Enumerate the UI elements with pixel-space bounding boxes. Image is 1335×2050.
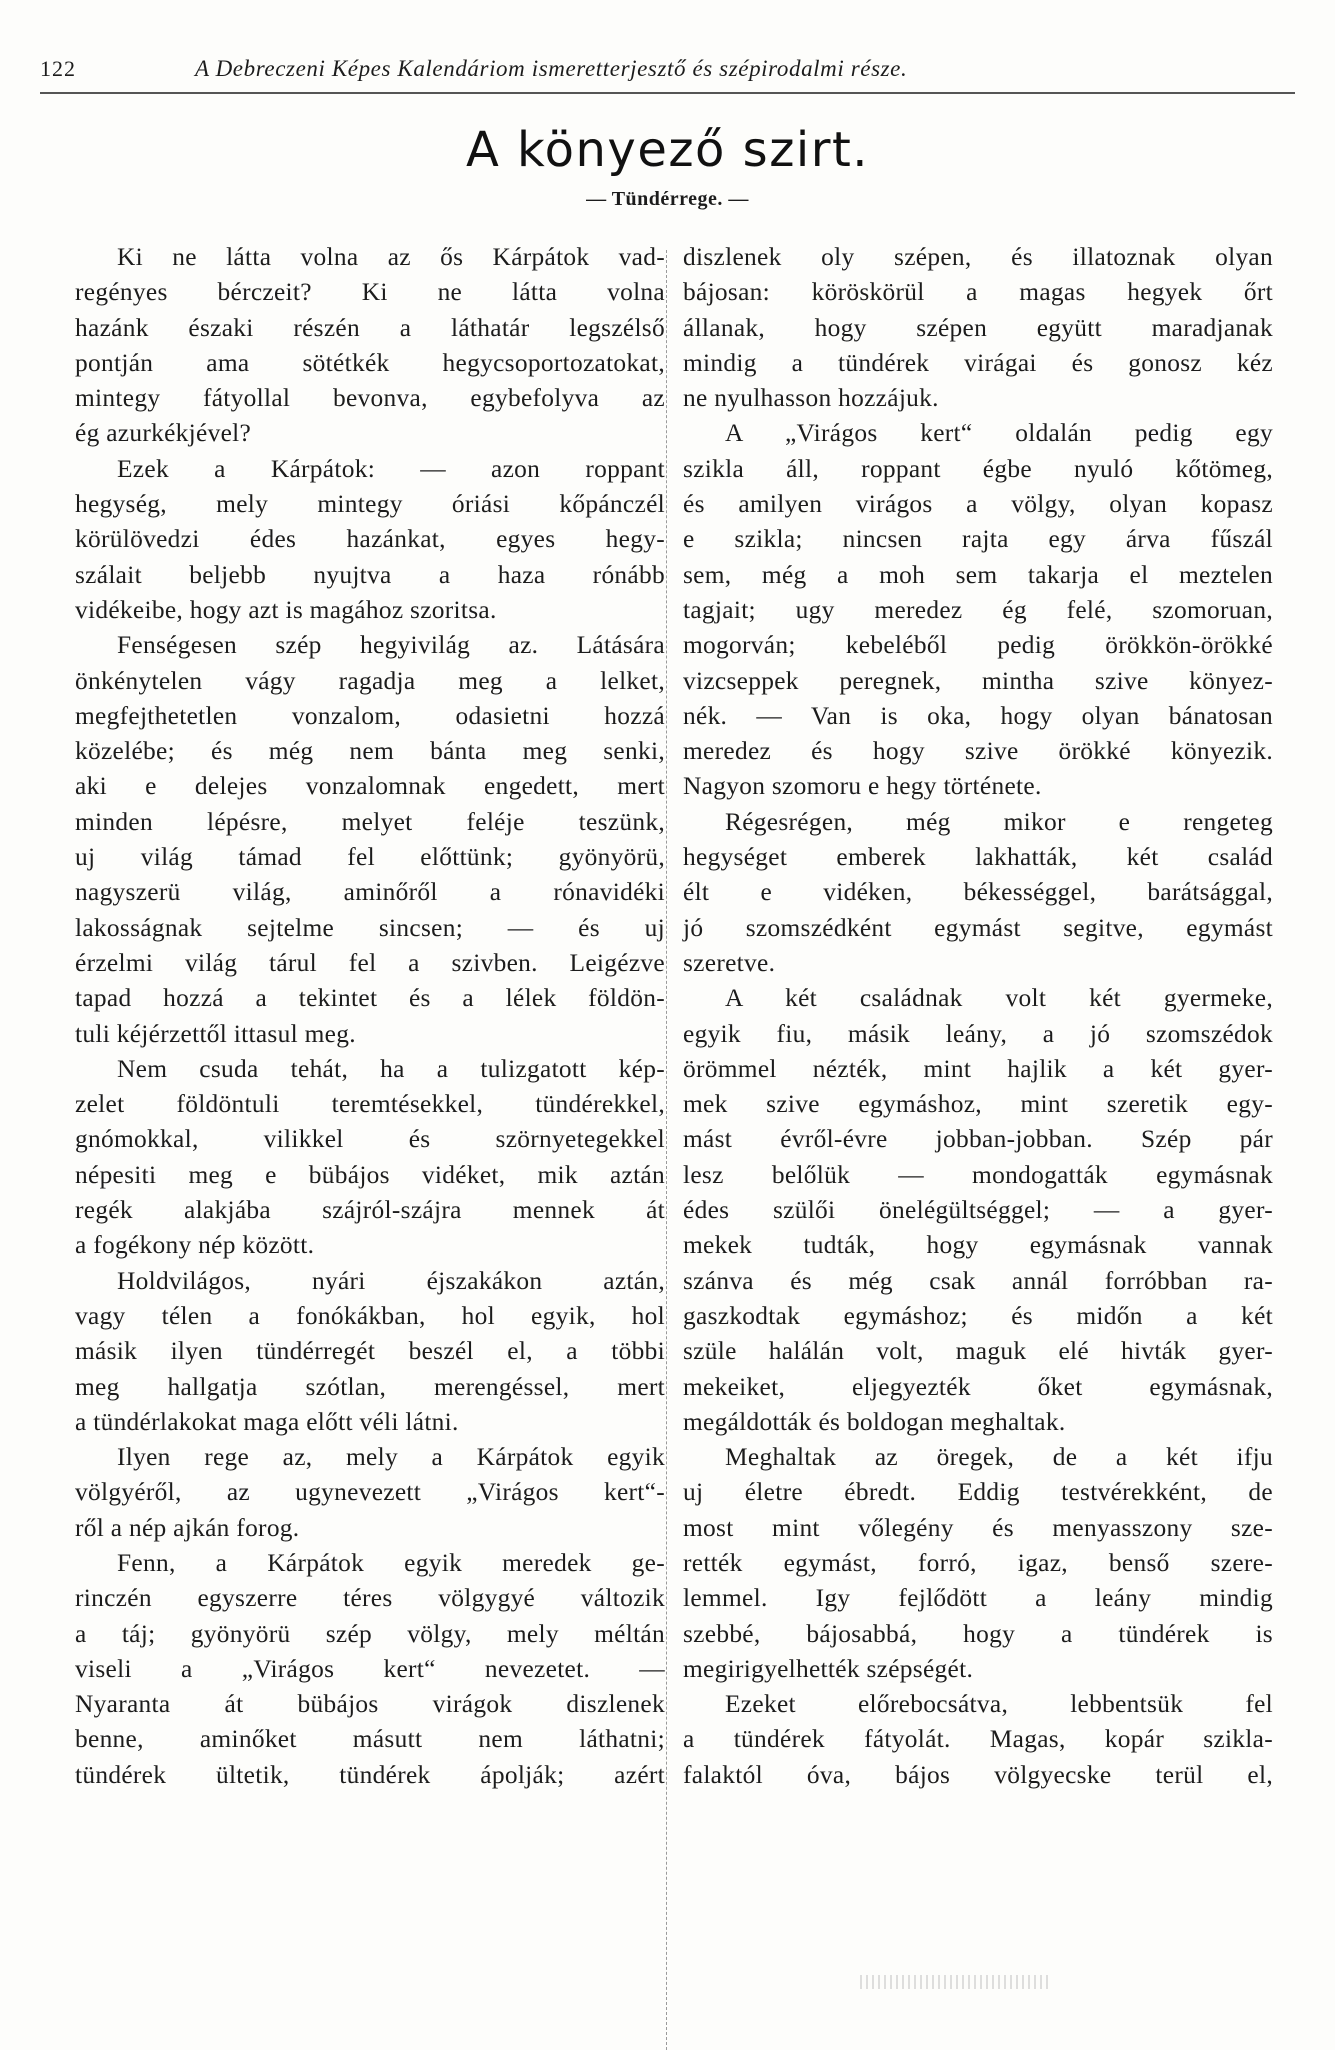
text-line: Fenségesen szép hegyivilág az. Látására [117, 631, 665, 660]
text-line: diszlenek oly szépen, és illatoznak olyan [683, 243, 1273, 271]
text-line: nagyszerü világ, aminőről a rónavidéki [75, 878, 665, 907]
text-line: mek szive egymáshoz, mint szeretik egy- [683, 1090, 1273, 1119]
text-line: vagy télen a fonókákban, hol egyik, hol [75, 1301, 665, 1330]
text-line: pontján ama sötétkék hegycsoportozatokat, [75, 348, 665, 377]
text-line: és amilyen virágos a völgy, olyan kopasz [683, 490, 1273, 519]
text-line: szikla áll, roppant égbe nyuló kőtömeg, [683, 454, 1273, 483]
text-line: érzelmi világ tárul fel a szivben. Leigézve [75, 948, 665, 977]
text-line: most mint vőlegény és menyasszony sze- [683, 1513, 1273, 1542]
text-line: aki e delejes vonzalomnak engedett, mert [75, 772, 665, 801]
text-line: minden lépésre, melyet feléje teszünk, [75, 807, 665, 836]
text-line: megirigyelhették szépségét. [683, 1654, 974, 1683]
text-line: A két családnak volt két gyermeke, [725, 984, 1273, 1013]
text-line: uj életre ébredt. Eddig testvérekként, de [683, 1478, 1273, 1507]
text-line: állanak, hogy szépen együtt maradjanak [683, 313, 1273, 342]
text-line: közelébe; és még nem bánta meg senki, [75, 737, 665, 766]
text-line: Ezek a Kárpátok: — azon roppant [117, 454, 665, 483]
article-title: A könyező szirt. [465, 122, 870, 178]
text-line: zelet földöntuli teremtésekkel, tündérekkel, [75, 1090, 665, 1119]
text-line: A „Virágos kert“ oldalán pedig egy [725, 419, 1273, 448]
text-line: szüle halálán volt, maguk elé hivták gyer- [683, 1337, 1273, 1366]
text-line: örömmel nézték, mint hajlik a két gyer- [683, 1054, 1273, 1083]
text-line: uj világ támad fel előttünk; gyönyörü, [75, 843, 665, 872]
text-line: Ilyen rege az, mely a Kárpátok egyik [117, 1443, 665, 1472]
text-line: mogorván; kebeléből pedig örökkön-örökké [683, 631, 1273, 660]
text-line: tapad hozzá a tekintet és a lélek földön- [75, 984, 665, 1013]
text-line: mintegy fátyollal bevonva, egybefolyva az [75, 384, 665, 413]
text-line: egyik fiu, másik leány, a jó szomszédok [683, 1019, 1273, 1048]
text-line: e szikla; nincsen rajta egy árva fűszál [683, 525, 1273, 554]
text-line: hegység, mely mintegy óriási kőpánczél [75, 490, 665, 519]
text-line: vidékeibe, hogy azt is magához szoritsa. [75, 595, 497, 624]
article-subtitle: — Tündérrege. — [586, 188, 749, 210]
page-header [40, 50, 1295, 90]
text-line: ről a nép ajkán forog. [75, 1513, 300, 1542]
text-line: önkénytelen vágy ragadja meg a lelket, [75, 666, 665, 695]
print-speckle [860, 1975, 1050, 1989]
text-line: jó szomszédként egymást segitve, egymást [683, 913, 1273, 942]
text-line: nék. — Van is oka, hogy olyan bánatosan [683, 701, 1273, 730]
text-line: falaktól óva, bájos völgyecske terül el, [683, 1760, 1273, 1789]
text-line: körülövedzi édes hazánkat, egyes hegy- [75, 525, 665, 554]
left-column [75, 240, 665, 1793]
text-line: szebbé, bájosabbá, hogy a tündérek is [683, 1619, 1273, 1648]
text-line: ne nyulhasson hozzájuk. [683, 384, 939, 413]
text-line: lakosságnak sejtelme sincsen; — és uj [75, 913, 665, 942]
text-line: rinczén egyszerre téres völgygyé változik [75, 1584, 665, 1613]
header-rule [40, 92, 1295, 94]
text-line: hazánk északi részén a láthatár legszélső [75, 313, 665, 342]
text-line: tündérek ültetik, tündérek ápolják; azért [75, 1760, 665, 1789]
text-line: Holdvilágos, nyári éjszakákon aztán, [117, 1266, 665, 1295]
text-line: Régesrégen, még mikor e rengeteg [725, 807, 1273, 836]
column-divider [666, 250, 667, 2050]
text-line: másik ilyen tündérregét beszél el, a többi [75, 1337, 665, 1366]
text-line: a tündérek fátyolát. Magas, kopár szikla- [683, 1725, 1273, 1754]
text-line: lemmel. Igy fejlődött a leány mindig [683, 1584, 1273, 1613]
text-line: Ezeket előrebocsátva, lebbentsük fel [725, 1690, 1273, 1719]
text-line: hegységet emberek lakhatták, két család [683, 843, 1273, 872]
text-line: gnómokkal, vilikkel és szörnyetegekkel [75, 1125, 665, 1154]
text-line: Meghaltak az öregek, de a két ifju [725, 1443, 1273, 1472]
text-line: regényes bérczeit? Ki ne látta volna [75, 278, 665, 307]
text-line: gaszkodtak egymáshoz; és midőn a két [683, 1301, 1273, 1330]
text-line: mekeiket, eljegyezték őket egymásnak, [683, 1372, 1273, 1401]
text-line: szánva és még csak annál forróbban ra- [683, 1266, 1273, 1295]
text-line: mást évről-évre jobban-jobban. Szép pár [683, 1125, 1273, 1154]
text-line: megáldották és boldogan meghaltak. [683, 1407, 1066, 1436]
text-line: a fogékony nép között. [75, 1231, 315, 1260]
text-line: viseli a „Virágos kert“ nevezetet. — [75, 1654, 665, 1683]
text-line: bájosan: köröskörül a magas hegyek őrt [683, 278, 1273, 307]
text-line: Nem csuda tehát, ha a tulizgatott kép- [117, 1054, 665, 1083]
text-line: szálait beljebb nyujtva a haza rónább [75, 560, 665, 589]
text-line: ég azurkékjével? [75, 419, 252, 448]
text-line: édes szülői önelégültséggel; — a gyer- [683, 1196, 1273, 1225]
right-column [683, 240, 1273, 1793]
text-line: Fenn, a Kárpátok egyik meredek ge- [117, 1548, 665, 1577]
text-line: sem, még a moh sem takarja el meztelen [683, 560, 1273, 589]
text-line: vizcseppek peregnek, mintha szive könyez- [683, 666, 1273, 695]
text-line: regék alakjába szájról-szájra mennek át [75, 1196, 665, 1225]
text-line: élt e vidéken, békességgel, barátsággal, [683, 878, 1273, 907]
text-line: népesiti meg e bübájos vidéket, mik aztán [75, 1160, 665, 1189]
text-line: Nyaranta át bübájos virágok diszlenek [75, 1690, 665, 1719]
text-line: mindig a tündérek virágai és gonosz kéz [683, 348, 1273, 377]
running-head: A Debreczeni Képes Kalendáriom ismeretterjesztő és szépirodalmi része. [195, 56, 908, 81]
text-line: tuli kéjérzettől ittasul meg. [75, 1019, 356, 1048]
text-line: szeretve. [683, 948, 776, 977]
text-line: rették egymást, forró, igaz, benső szere- [683, 1548, 1273, 1577]
text-line: benne, aminőket másutt nem láthatni; [75, 1725, 665, 1754]
text-line: mekek tudták, hogy egymásnak vannak [683, 1231, 1273, 1260]
text-line: Nagyon szomoru e hegy története. [683, 772, 1042, 801]
text-line: a táj; gyönyörü szép völgy, mely méltán [75, 1619, 665, 1648]
text-line: a tündérlakokat maga előtt véli látni. [75, 1407, 459, 1436]
text-line: meredez és hogy szive örökké könyezik. [683, 737, 1273, 766]
text-line: tagjait; ugy meredez ég felé, szomoruan, [683, 595, 1273, 624]
text-line: megfejthetetlen vonzalom, odasietni hozzá [75, 701, 665, 730]
text-line: lesz belőlük — mondogatták egymásnak [683, 1160, 1273, 1189]
page-number: 122 [40, 56, 76, 81]
text-line: Ki ne látta volna az ős Kárpátok vad- [117, 243, 665, 271]
text-line: meg hallgatja szótlan, merengéssel, mert [75, 1372, 665, 1401]
text-line: völgyéről, az ugynevezett „Virágos kert“- [75, 1478, 665, 1507]
